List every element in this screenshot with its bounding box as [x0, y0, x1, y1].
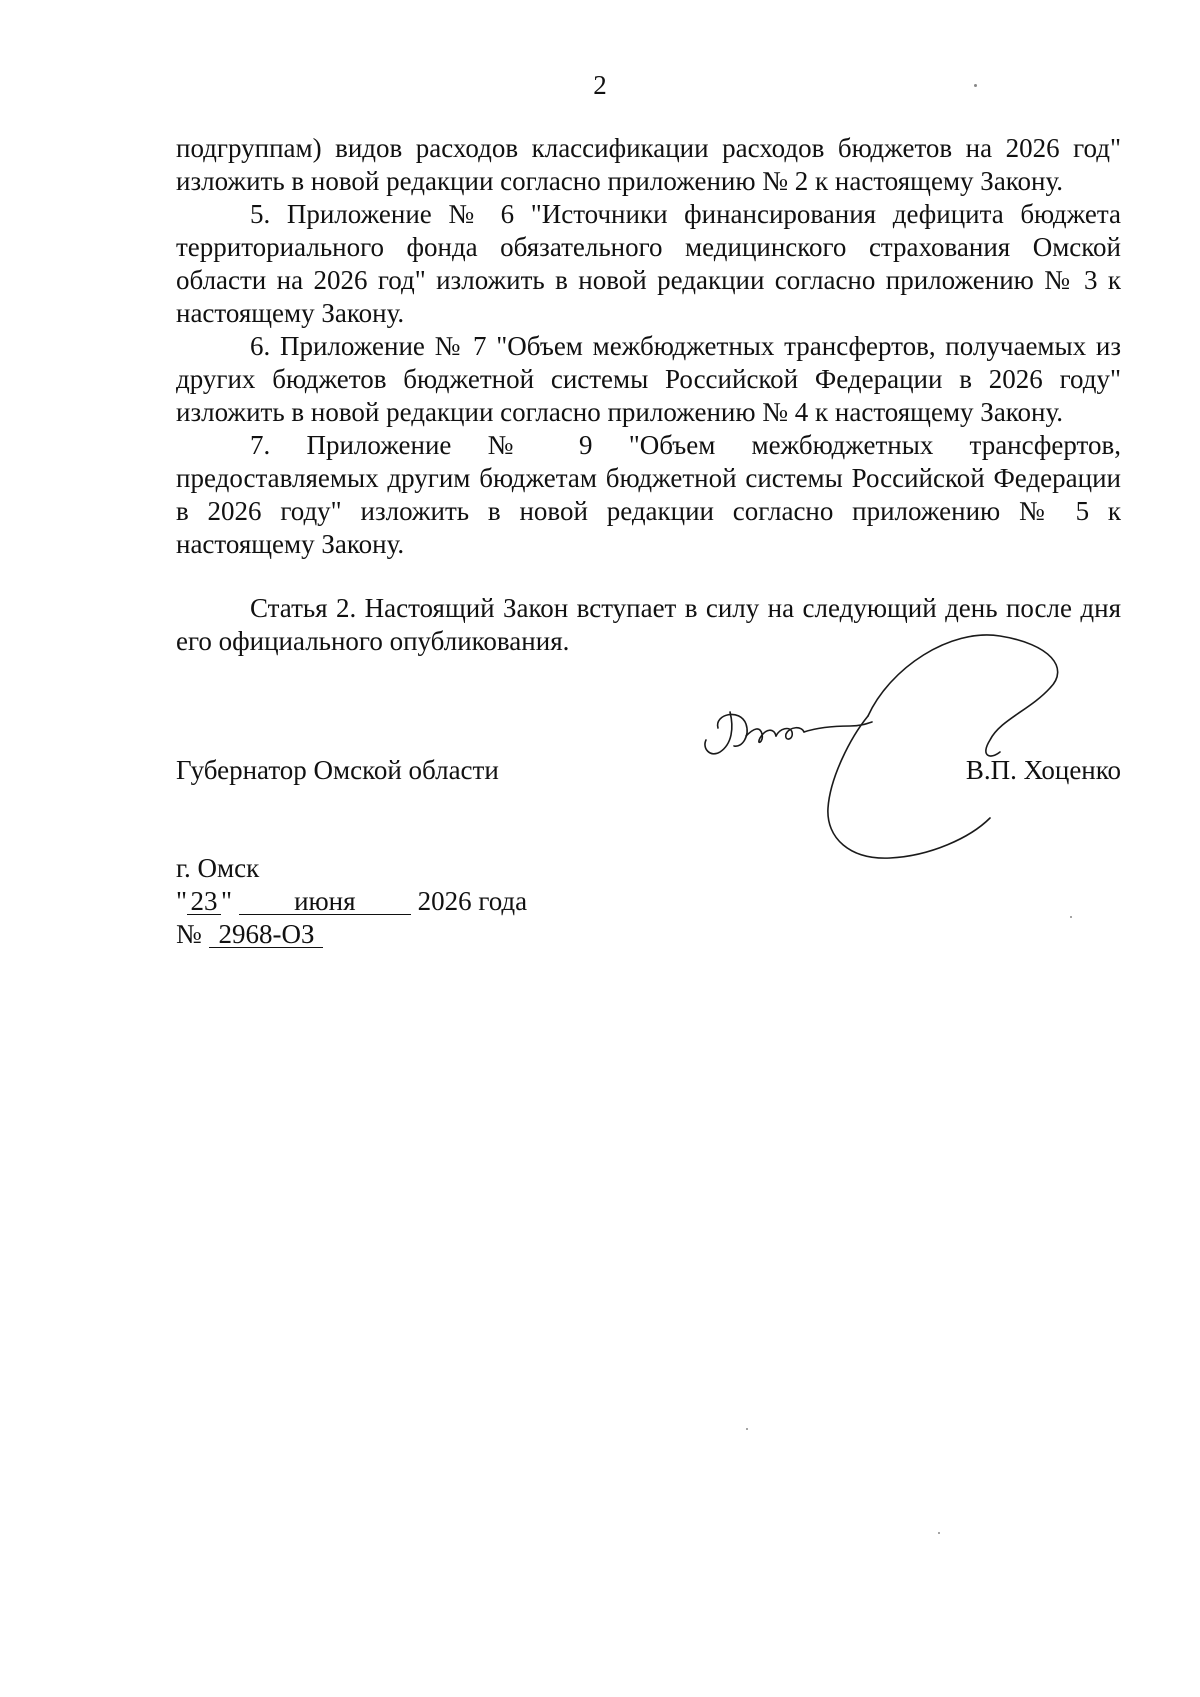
- law-number-prefix: №: [176, 919, 202, 949]
- handwritten-signature: [700, 628, 1140, 868]
- date-year: 2026 года: [417, 886, 528, 916]
- date-month: июня: [239, 888, 411, 915]
- law-number-value: 2968-ОЗ: [209, 921, 323, 948]
- signing-date: [176, 885, 527, 918]
- date-day: 23: [187, 888, 221, 915]
- date-quote-open: ": [176, 886, 188, 916]
- scan-speck: [974, 84, 977, 87]
- paragraph-item-7: 7. Приложение № 9 "Объем межбюджетных трансфертов, предоставляемых другим бюджетам бюджетной системы Российской Федерации в 2026 году" изложить в новой редакции согласно приложению № 5 к настоящему Закону.: [176, 430, 1121, 559]
- law-amendments-text: [176, 132, 1121, 561]
- scan-speck: [1070, 916, 1072, 918]
- paragraph-continuation: подгруппам) видов расходов классификации расходов бюджетов на 2026 год" изложить в новой редакции согласно приложению № 2 к настоящему Закону.: [176, 133, 1121, 196]
- paragraph-item-6: 6. Приложение № 7 "Объем межбюджетных трансфертов, получаемых из других бюджетов бюджетной системы Российской Федерации в 2026 году" изложить в новой редакции согласно приложению № 4 к настоящему Закону.: [176, 331, 1121, 427]
- signatory-name: В.П. Хоценко: [965, 755, 1121, 785]
- place-of-signing: г. Омск: [176, 853, 260, 883]
- law-number: [176, 918, 323, 951]
- article-2: Статья 2. Настоящий Закон вступает в силу на следующий день после дня его официального опубликования.: [176, 593, 1121, 656]
- scan-speck: [938, 1532, 940, 1534]
- page-number: 2: [593, 70, 607, 100]
- paragraph-item-5: 5. Приложение № 6 "Источники финансирования дефицита бюджета территориального фонда обязательного медицинского страхования Омской области на 2026 год" изложить в новой редакции согласно приложению № 3 к настоящему Закону.: [176, 199, 1121, 328]
- date-quote-close: ": [221, 886, 233, 916]
- signatory-title: Губернатор Омской области: [176, 755, 499, 785]
- scan-speck: [746, 1428, 748, 1430]
